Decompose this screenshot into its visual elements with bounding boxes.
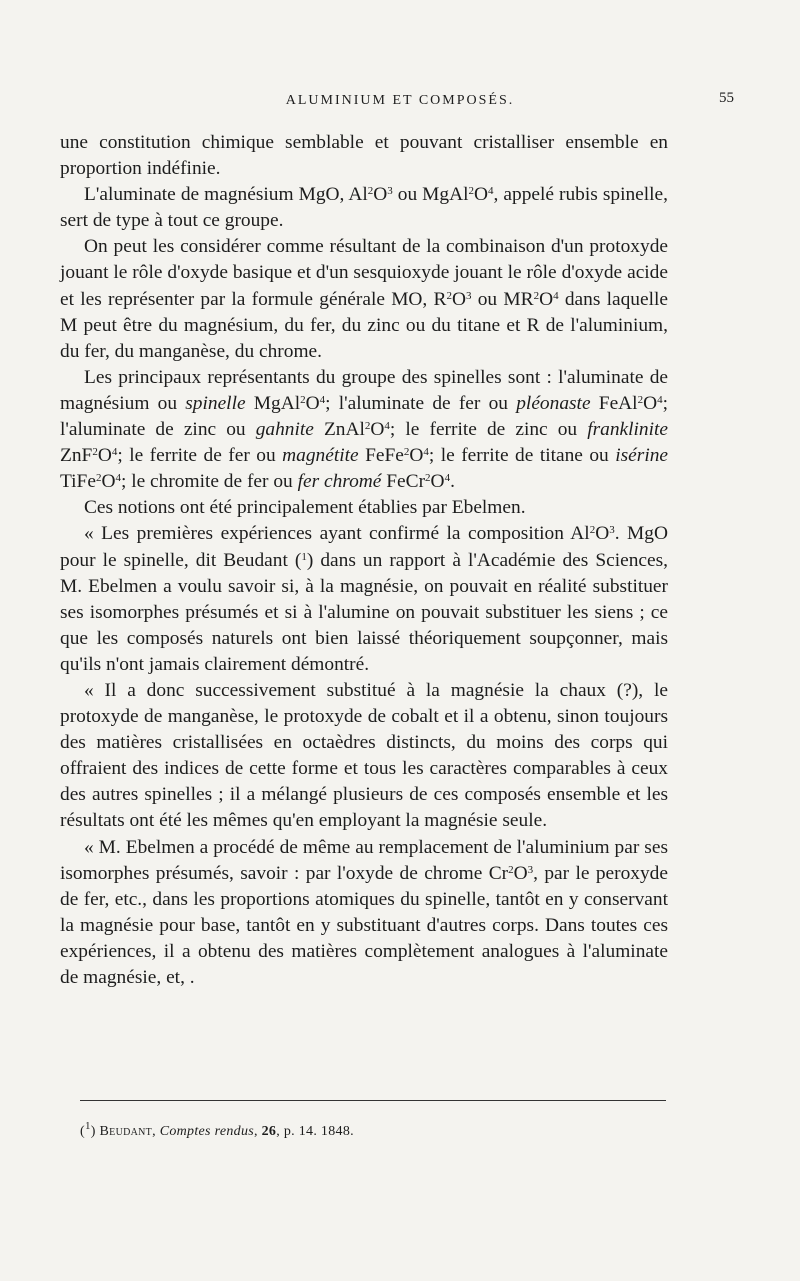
- formula-subscript: 4: [423, 446, 429, 459]
- paragraph-ebelmen: Ces notions ont été principalement établies par Ebelmen.: [84, 497, 526, 519]
- paragraph-quote-2: « Il a donc successivement substitué à la magnésie la chaux (?), le protoxyde de manganèse, le protoxyde de cobalt et il a obtenu, sinon toujours des matières cristallisées en octaèdres distincts, du moins des corps qui offraient des indices de cette forme et tous les caractères comparables à ceux des autres spinelles ; il a mélangé plusieurs de ces composés ensemble et les résultats ont été les mêmes qu'en employant la magnésie seule.: [60, 679, 668, 832]
- text-run: « Les premières expériences ayant confirmé la composition Al: [84, 523, 590, 545]
- text-run: ; le ferrite de titane ou: [428, 445, 616, 467]
- text-run: ZnF: [60, 445, 93, 467]
- mineral-name: gahnite: [255, 419, 314, 441]
- text-run: , p. 14. 1848.: [276, 1124, 354, 1139]
- paragraph-spinel-type: [60, 182, 668, 234]
- text-run: ZnAl: [313, 419, 365, 441]
- text-run: O: [101, 471, 116, 493]
- formula-subscript: 3: [465, 289, 472, 302]
- paragraph-general-formula: [60, 234, 668, 364]
- text-run: O: [373, 184, 388, 206]
- text-run: O: [430, 471, 445, 493]
- text-run: ; l'aluminate de zinc ou: [60, 392, 668, 441]
- mineral-name: franklinite: [587, 419, 668, 441]
- formula-subscript: 2: [92, 446, 98, 459]
- formula-subscript: 2: [446, 289, 452, 302]
- text-run: dans laquelle M peut être du magnésium, du fer, du zinc ou du titane et R de l'aluminium, du fer, du manganèse, du chrome.: [60, 288, 668, 362]
- text-run: « M. Ebelmen a procédé de même au remplacement de l'aluminium par ses isomorphes présumés, savoir : par l'oxyde de chrome Cr: [60, 836, 668, 884]
- formula-subscript: 3: [609, 524, 615, 537]
- formula-subscript: 4: [115, 472, 121, 485]
- formula-subscript: 2: [468, 185, 475, 198]
- formula-subscript: 2: [367, 185, 374, 198]
- text-run: TiFe: [60, 471, 96, 493]
- text-run: O: [539, 288, 554, 310]
- mineral-name: magnétite: [282, 445, 359, 467]
- text-run: On peut les considérer comme résultant de la combinaison d'un protoxyde jouant le rôle d'oxyde basique et d'un sesquioxyde jouant le rôle d'oxyde acide et les représenter par la formule générale MO, R: [60, 236, 668, 310]
- paragraph-representatives: [60, 365, 668, 495]
- text-run: ,: [152, 1124, 160, 1139]
- footnote: ($^1$) Beudant, Comptes rendus, 26, p. 14. 1848.: [80, 1120, 354, 1139]
- formula-subscript: 2: [508, 863, 514, 876]
- mineral-name: fer chromé: [297, 471, 382, 493]
- formula-subscript: 3: [527, 863, 534, 876]
- text-run: O: [409, 445, 424, 467]
- text-run: ; le ferrite de fer ou: [117, 445, 283, 467]
- formula-subscript: 2: [589, 524, 596, 537]
- formula-subscript: 2: [637, 393, 644, 406]
- paragraph-quote-1: [60, 521, 668, 678]
- text-run: O: [370, 419, 385, 441]
- formula-subscript: 2: [95, 472, 102, 485]
- text-run: ) dans un rapport à l'Académie des Sciences, M. Ebelmen a voulu savoir si, à la magnésie, on pouvait en réalité substituer ses isomorphes présumés et si à l'alumine on pouvait substituer les siens ; ce que les composés naturels ont bien laissé théoriquement soupçonner, mais qu'ils n'ont jamais clairement démontré.: [60, 549, 669, 675]
- footnote-journal: Comptes rendus: [159, 1124, 254, 1139]
- mineral-name: isérine: [615, 445, 669, 467]
- formula-subscript: 4: [488, 185, 494, 198]
- formula-subscript: 4: [657, 393, 663, 406]
- formula-subscript: 2: [403, 446, 410, 459]
- formula-subscript: 4: [319, 393, 326, 406]
- text-run: O: [97, 445, 112, 467]
- text-run: L'aluminate de magnésium MgO, Al: [84, 184, 368, 206]
- text-run: FeCr: [381, 471, 426, 493]
- mineral-name: pléonaste: [516, 392, 591, 414]
- footnote-volume: 26: [261, 1124, 277, 1139]
- formula-subscript: 4: [444, 472, 451, 485]
- footnote-author: Beudant: [99, 1124, 153, 1139]
- text-run: ; le chromite de fer ou: [120, 471, 298, 493]
- text-run: , appelé rubis spinelle, sert de type à tout ce groupe.: [60, 184, 668, 232]
- text-run: ou MgAl: [392, 184, 469, 206]
- text-run: ; l'aluminate de fer ou: [325, 392, 517, 414]
- formula-subscript: 4: [384, 420, 390, 433]
- text-run: ,: [254, 1124, 262, 1139]
- text-run: Les principaux représentants du groupe des spinelles sont : l'aluminate de magnésium ou: [60, 366, 668, 414]
- formula-subscript: 4: [111, 446, 118, 459]
- paragraph-quote-3: [60, 835, 668, 992]
- text-run: FeFe: [358, 445, 404, 467]
- running-title: ALUMINIUM ET COMPOSÉS.: [285, 93, 515, 108]
- text-run: . MgO pour le spinelle, dit Beudant (: [60, 523, 668, 571]
- text-run: ou MR: [471, 288, 534, 310]
- text-run: MgAl: [245, 392, 301, 414]
- text-run: ; le ferrite de zinc ou: [389, 419, 588, 441]
- page-number: 55: [719, 90, 734, 106]
- formula-subscript: 2: [425, 472, 431, 485]
- formula-subscript: 3: [387, 185, 393, 198]
- body-text: [60, 130, 668, 991]
- formula-subscript: 4: [553, 289, 559, 302]
- text-run: , par le peroxyde de fer, etc., dans les proportions atomiques du spinelle, tantôt en y conservant la magnésie pour base, tantôt en y substituant d'autres corps. Dans toutes ces expériences, il a obtenu des matières complètement analogues à l'aluminate de magnésie, et, .: [60, 862, 668, 988]
- text-run: O: [451, 288, 466, 310]
- text-run: O: [305, 392, 320, 414]
- text-run: O: [513, 862, 528, 884]
- text-run: .: [450, 471, 455, 493]
- text-run: O: [595, 523, 610, 545]
- formula-subscript: 2: [533, 289, 540, 302]
- mineral-name: spinelle: [185, 392, 246, 414]
- formula-subscript: 2: [300, 393, 306, 406]
- text-run: FeAl: [590, 392, 638, 414]
- text-run: O: [643, 392, 658, 414]
- footnote-mark: 1: [84, 1120, 91, 1132]
- text-run: O: [474, 184, 489, 206]
- footnote-divider: [80, 1100, 666, 1101]
- formula-subscript: 2: [364, 420, 371, 433]
- paragraph-continued: une constitution chimique semblable et pouvant cristalliser ensemble en proportion indéfinie.: [60, 132, 668, 180]
- footnote-ref: 1: [301, 550, 307, 563]
